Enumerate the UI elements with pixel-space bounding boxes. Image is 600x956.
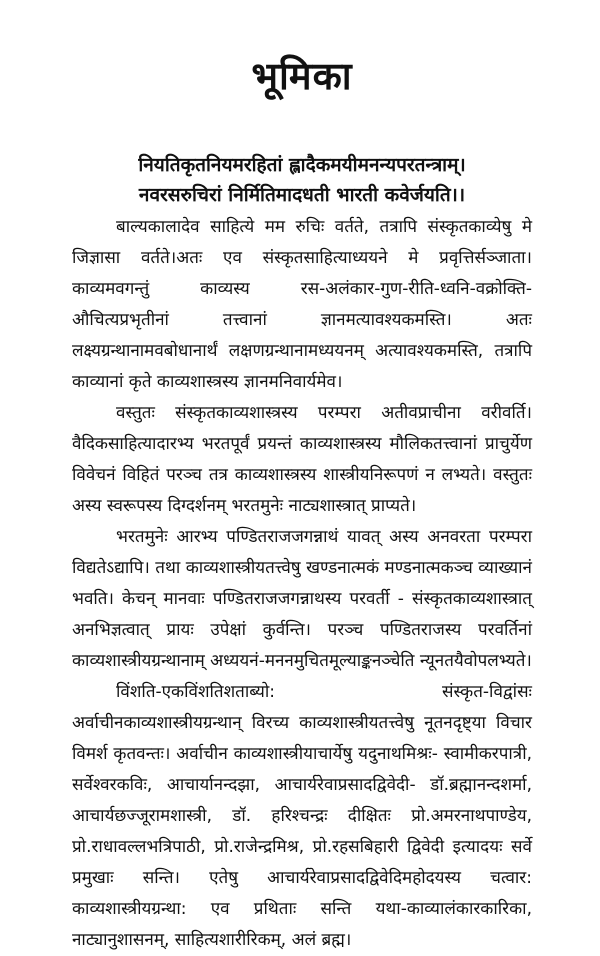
paragraph-4: विंशति-एकविंशतिशताब्यो: संस्कृत-विद्वांसः अर्वाचीनकाव्यशास्त्रीयग्रन्थान् विरच्य काव्यशास्त्रीयतत्त्वेषु नूतनदृष्ट्या विचार विमर्श कृतवन्तः। अर्वाचीन काव्यशास्त्रीयाचार्येषु यदुनाथमिश्रः- स्वामीकरपात्री, सर्वेश्वरकविः, आचार्यानन्दझा, आचार्यरेवाप्रसादद्विवेदी- डॉ.ब्रह्मानन्दशर्मा, आचार्यछज्जूरामशास्त्री, डॉ. हरिश्चन्द्रः दीक्षितः प्रो.अमरनाथपाण्डेय, प्रो.राधावल्लभत्रिपाठी, प्रो.राजेन्द्रमिश्र, प्रो.रहसबिहारी द्विवेदी इत्यादयः सर्वे प्रमुखाः सन्ति। एतेषु आचार्यरेवाप्रसादद्विवेदिमहोदयस्य चत्वार: काव्यशास्त्रीयग्रन्था: एव प्रथिताः सन्ति यथा-काव्यालंकारकारिका, नाट्यानुशासनम्, साहित्यशारीरिकम्, अलं ब्रह्म। (72, 682, 532, 950)
verse-block (72, 150, 532, 210)
page-title: भूमिका (251, 53, 353, 98)
paragraph-1: बाल्यकालादेव साहित्ये मम रुचिः वर्तते, तत्रापि संस्कृतकाव्येषु मे जिज्ञासा वर्तते।अतः एव संस्कृतसाहित्याध्ययने मे प्रवृत्तिर्सञ्जाता। काव्यमवगन्तुं काव्यस्य रस-अलंकार-गुण-रीति-ध्वनि-वक्रोक्ति-औचित्यप्रभृतीनां तत्त्वानां ज्ञानमत्यावश्यकमस्ति। अतः लक्ष्यग्रन्थानामवबोधानार्थं लक्षणग्रन्थानामध्ययनम् अत्यावश्यकमस्ति, तत्रापि काव्यानां कृते काव्यशास्त्रस्य ज्ञानमनिवार्यमेव। (72, 217, 532, 392)
paragraph-3: भरतमुनेः आरभ्य पण्डितराजजगन्नाथं यावत् अस्य अनवरता परम्परा विद्यतेऽद्यापि। तथा काव्यशास्त्रीयतत्त्वेषु खण्डनात्मकं मण्डनात्मकञ्च व्याख्यानं भवति। केचन् मानवाः पण्डितराजजगन्नाथस्य परवर्ती - संस्कृतकाव्यशास्त्रात् अनभिज्ञत्वात् प्रायः उपेक्षां कुर्वन्ति। परञ्च पण्डितराजस्य परवर्तिनां काव्यशास्त्रीयग्रन्थानाम् अध्ययनं-मननमुचितमूल्याङ्कनञ्चेति न्यूनतयैवोपलभ्यते। (72, 527, 532, 671)
verse-line-2: नवरसरुचिरां निर्मितिमादधती भारती कवेर्जयति।। (138, 184, 466, 206)
body-text (72, 212, 532, 956)
paragraph-2: वस्तुतः संस्कृतकाव्यशास्त्रस्य परम्परा अतीवप्राचीना वरीवर्ति। वैदिकसाहित्यादारभ्य भरतपूर्वं प्रयन्तं काव्यशास्त्रस्य मौलिकतत्त्वानां प्राचुर्येण विवेचनं विहितं परञ्च तत्र काव्यशास्त्रस्य शास्त्रीयनिरूपणं न लभ्यते। वस्तुतः अस्य स्वरूपस्य दिग्दर्शनम् भरतमुनेः नाट्यशास्त्रात् प्राप्यते। (72, 403, 532, 516)
verse-line-1: नियतिकृतनियमरहितां ह्लादैकमयीमनन्यपरतन्त्राम्। (138, 154, 466, 176)
